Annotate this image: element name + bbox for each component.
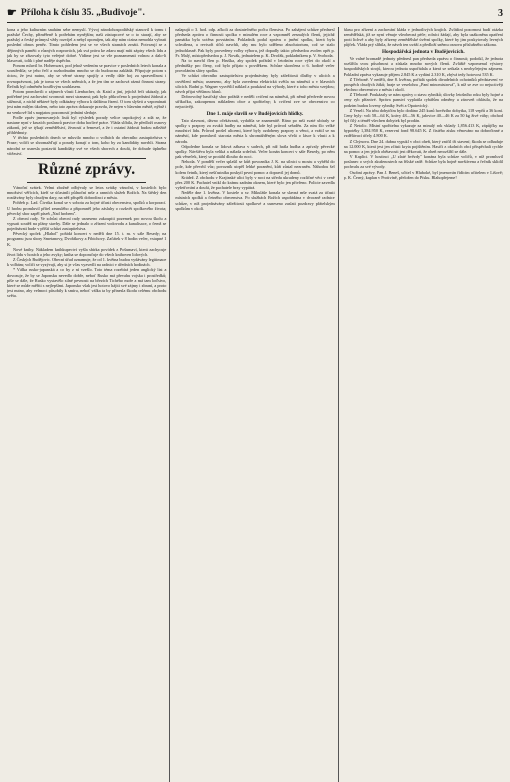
article-paragraph: * Válka rusko-japanská a co by z ní vzešlo. Toto téma rozebírá jeden anglický list a dovozuje, že by se Japonsku nevedlo dobře, neboť Rusko má převahu vojska i prostředků; píše se dále, že Rusko vystavělo silné pevnosti na březích Tichého moře a má tam loďstvo, které se může měřiti s nejlepšími. Japonsko však jest hotovo hájiti své zájmy i zbraní, a proto jest nutno, aby velmoci působily k smíru, neboť válka ta by přinesla škodu celému obchodu světa. (7, 267, 167, 299)
article-paragraph: Neděle dne 1. května. V kostele u sv. Mikuláše konala se slavná mše svatá za účasti místních spolků a četného obecenstva. Po službách Božích uspořádána v dvoraně radnice schůze, v níž projednávány záležitosti spolkové a usneseno zaslati pozdravy přátelským spolkům v okolí. (175, 190, 335, 211)
article-paragraph: Ve valné hromadě jednoty přednesl pan předseda zprávu o činnosti; podotkl, že jednota rozšířila svou působnost a získala mnoho nových členů. Zvláště vzpomenul výstavy hospodářských strojů, kterou jednota uspořádala a která se setkala s neobyčejným zájmem. Pokladní zpráva vykazuje příjem 2.845 K a vydání 2.310 K, zbývá tedy hotovost 535 K. (343, 56, 503, 77)
column-1 (7, 27, 170, 782)
article-paragraph: Na to navrhl člen p. Hruška, aby spolek pořádal v letošním roce výlet do okolí a přednášky pro členy, což bylo přijato s povděkem. Schůze skončena o 6. hodině večer provoláním slávy spolku. (175, 57, 335, 74)
article-paragraph: Nehoda. V pondělí večer splašil se kůň povozníka J. K. na silnici u mostu a vyběhl do pole, kde převrhl vůz; povozník utrpěl lehké poranění, kůň zůstal nezraněn. Náhodou šel kolem četník, který nešťastníku poskytl první pomoc a dopravil jej domů. (175, 159, 335, 175)
article-paragraph: Krádež. Z obchodu v Krajinské ulici byly v noci na středu ukradeny rozličné věci v ceně přes 200 K. Pachatel vnikl do krámu zadním oknem, které bylo jen přivřeno. Policie zavedla vyšetřování a doufá, že pachatele brzy vypátrá. (175, 174, 335, 191)
article-paragraph: Tato slavnost, dávno očekávaná, vydařila se znamenitě. Ráno po mši svaté ubíraly se spolky s prapory za zvuků hudby na náměstí, kde byl průvod seřaděn. Za ním šlo velké množství lidu. Průvod prošel ulicemi, které byly ozdobeny prapory a věnci, a vrátil se na náměstí, kde promluvil starosta města k shromážděným slova vřelá o lásce k vlasti a k národu. (175, 118, 335, 144)
article-paragraph: Z Chýnova. Dne 24. dubna vypukl v obci oheň, který zničil tři stavení; škoda se odhaduje na 12.000 K, která jest jen zčásti kryta pojištěním. Hasiči z okolních obcí přispěchali rychle na pomoc a jen jejich obětavosti jest děkovati, že oheň nerozšířil se dále. (343, 138, 503, 154)
section-heading: Různé zprávy. (38, 160, 136, 178)
article-paragraph: Dobrovolný hasičský sbor pořádá v neděli cvičení na náměstí, při němž předvede novou stříkačku, zakoupenou nákladem obce a spořitelny; k cvičení zve se obecenstvo co nejuctivěji. (175, 94, 335, 110)
article-paragraph: kona a jeho kulturním snahám sebe nemyslí. Vývoj národohospodářský stanovil k tomu i pražské Čechy, přiměřeně k potřebám nynějším; naši zástupcové se o to starají, aby se pražský a český průmysl vždy rozvíjel a nebyl opomíjen, tak aby nám cizina nemohla vybrati poslední obnos peněz. Tímto pohledem jest se ve všech stranách zrnáti. Potvrzují se z dějinných paměti o různých rozpravách, jak svá práva ke zdaru mají míti zápisy všech lidu a jak by se zřizovaly tyto veřejné dobré. Vidíme jest se vše poznamenati volnou a dalo-li hlasovati, tolik i plné naděje úspěchu. (7, 27, 167, 63)
columns (7, 27, 503, 782)
article-paragraph: Z Českých Budějovic. Obecní úřad oznamuje, že od 1. května budou vydávány legitimace k volbám; voliči se vyzývají, aby si je včas vyzvedli na radnici v úředních hodinách. (7, 257, 167, 268)
article-paragraph: hlasu pro zřízení a zachování kláda v jednotlivých krajích. Zvláštní pozornost budí otázka zemědělská, jíž se nyní věnuje všeobecná péče; rolníci žádají, aby byla uzákoněna opatření proti lichvě a aby byly zřízeny zemědělské úvěrní spolky, které by jim poskytovaly levných půjček. Vláda prý slíbila, že návrh ten uváží a předloží sněmu osnovu příslušného zákona. (343, 27, 503, 48)
article-paragraph: Z Třeboně. Poukázaly se nám zprávy o stavu rybníků; úlovky letošního roku byly hojné a ceny ryb příznivé. Správa panství vyplatila rybářům odměny a zároveň ohlásila, že na podzim budou loveny rybníky Svět a Opatovický. (343, 92, 503, 108)
article-subheading: Dne 1. máje slavili se v Budějovicích hlídky. (206, 110, 304, 117)
article-paragraph: Pohřeb p. Lad. Čivrtka konal se v sobotu za hojné účasti obecenstva, spolků a korporací. U hrobu promluvil přítel zesnulého a připomněl jeho zásluhy o rozkvět spolkového života; pěvecký sbor zapěl píseň „Nad hrobem". (7, 200, 167, 216)
article-paragraph: V těchto posledních dnech se mluvilo mnoho o volbách do obecního zastupitelstva v Praze; voliči se shromažďují a porady konají o tom, koho by za kandidáty navrhli. Strana národní se usnesla postaviti kandidáty své ve všech sborech a doufá, že dobude úplného vítězství. (7, 135, 167, 156)
article-paragraph: Pěvecký spolek „Hlahol" pořádá koncert v neděli dne 15. t. m. v sále Besedy; na programu jsou sbory Smetanovy, Dvořákovy a Fibichovy. Začátek v 8 hodin večer, vstupné 1 K. (7, 231, 167, 247)
article-paragraph: Potom promluvili o zájmech vlasti Lienbacher, dr. Kaizl a jiní, jejichž řeči ukázaly, jak potřebné jest zachování svornosti mezi stranami; pak bylo přikročeno k projednání žádostí a stížností, z nichž některé byly odkázány výboru k dalšímu řízení. O tom slyšeti a vzpomínati jest nám milým úkolem, nebo tato zpráva dokazuje pravdu, že nejen v hlavním městě, nýbrž i na venkově lid s napjatou pozorností jednání sleduje. (7, 88, 167, 115)
section-rule (27, 158, 146, 159)
article-paragraph: Z obecní rady. Ve schůzi obecní rady usneseno zakoupiti pozemek pro novou školu a vypsati soutěž na plány stavby. Dále se jednalo o zřízení vodovodu a kanalisace, o čemž se pojednávati bude v příští schůzi zastupitelstva. (7, 215, 167, 232)
article-paragraph: Osobní zprávy. Pan J. Beneš, učitel v Hluboké, byl jmenován řídícím učitelem v Lišově; p. K. Černý, kaplan v Protivíně, přeložen do Písku. Blahopřejeme! (343, 169, 503, 180)
article-paragraph: nalapujů o 3. hod. odp. ačkoli za dostatečného počtu členstva. Po zahájení schůze přednesl předseda zprávu o činnosti spolku v minulém roce a vzpomněl zesnulých členů, jejichž památka byla uctěna povstáním. Pokladník podal zprávu o jmění spolku, která byla schválena, a revisoři účtů navrhli, aby mu bylo uděleno absolutorium, což se stalo jednohlasně. Pak byly provedeny volby výboru, jež dopadly takto: předsedou zvolen opět p. Fr. Malý, místopředsedou p. J. Novák, jednatelem p. K. Dvořák, pokladníkem p. V. Svoboda. (175, 27, 335, 58)
article-paragraph: Podle zpráv jmenovaných listů byl výsledek porady velice uspokojivý a zdá se, že nastane nyní v kruzích poslanců pravice doba horlivé práce. Vláda slíbila, že předloží osnovy zákonů, jež se týkají zemědělství, živností a řemesel, a že i ostatní žádosti budou náležitě přihlédnuty. (7, 114, 167, 136)
article-paragraph: Ve schůzi obecního zastupitelstva projednávány byly záležitosti dlažby v ulicích a osvětlení města; usneseno, aby byla zavedena elektrická světla na náměstí a v hlavních ulicích. Radní p. Wagner vysvětlil náklad a poukázal na výhody, které z toho městu vzejdou; návrh přijat většinou hlasů. (175, 73, 335, 94)
pointing-hand-icon: ☛ (7, 6, 17, 19)
article-paragraph: Ponom mluvil br. Hohenwart, pod jehož vedením se pravice v posledních letech konala a soustředila; se jeho řečí a rozhodnutím mnoho se do budoucna zakládá. Připojuje potom s úctou, že jest nutno, aby se věrné strany spojily a vedly dále boj za spravedlnost i rovnoprávnost, jak je tomu ve všech sněmích, a že jen tím se zachová rázná činnost strany. Řečník byl odměněn bouřlivým souhlasem. (7, 63, 167, 89)
page-number: 3 (498, 7, 503, 19)
article-paragraph: Z Netolic. Místní spořitelna vykazuje za minulý rok vklady 1,856.413 K, zápůjčky na hypotéky 1,384.950 K, rezervní fond 98.645 K. Z čistého zisku věnováno na dobročinné a vzdělávací účely 4.800 K. (343, 123, 503, 139)
article-paragraph: Z Třeboně. V neděli, dne 8. května, pořádá spolek divadelních ochotníků představení ve prospěch chudých žáků; hraje se veselohra „Paní mincmistrová", k níž se zve co nejuctivěji všechno obecenstvo z města i okolí. (343, 76, 503, 93)
article-paragraph: V Kaplici. V hostinci „U zlaté hvězdy" konána byla schůze voličů, v níž promluvil poslanec o svých zkušenostech na říšské radě. Schůze byla hojně navštívena a řečník sklidil pochvalu za své vývody. (343, 154, 503, 170)
article-paragraph: Odpoledne konala se lidová zábava v sadech, při níž hrála hudba a zpívaly pěvecké spolky. Návštěva byla veliká a nálada srdečná. Večer konán koncert v sále Besedy, po něm pak věneček, který se protáhl dlouho do noci. (175, 143, 335, 160)
article-paragraph: Nové knihy. Nákladem knihkupectví vyšla sbírka povídek z Pošumaví, která zachycuje život lidu v horách a jeho zvyky; kniha se doporučuje do všech knihoven lidových. (7, 246, 167, 257)
masthead (7, 6, 503, 23)
column-2 (175, 27, 338, 782)
supplement-title: Příloha k číslu 35. „Budivoje". (20, 8, 145, 18)
article-paragraph: Z Veselí. Na trhu dobytčím bylo dodáno 245 kusů hovězího dobytka, 118 vepřů a 36 koní. Ceny byly: voli 58—64 K, krávy 48—56 K, jalovice 40—46 K za 50 kg živé váhy; obchod byl čilý a téměř všechen dobytek byl prodán. (343, 107, 503, 123)
article-subheading: Hospodářská jednota v Budějovicích. (381, 48, 465, 55)
column-3 (344, 27, 503, 782)
section-rule (27, 182, 146, 183)
article-paragraph: Vánoční svátek. Velmi zbožně odbývaly se letos svátky vánoční, v kostelích bylo množství věřících, kteří se účastnili půlnoční mše a ranních služeb Božích. Na štědrý den rozdávány byly chudým dary, na něž přispěli dobrodinci z města. (7, 184, 167, 201)
masthead-left (7, 8, 145, 19)
